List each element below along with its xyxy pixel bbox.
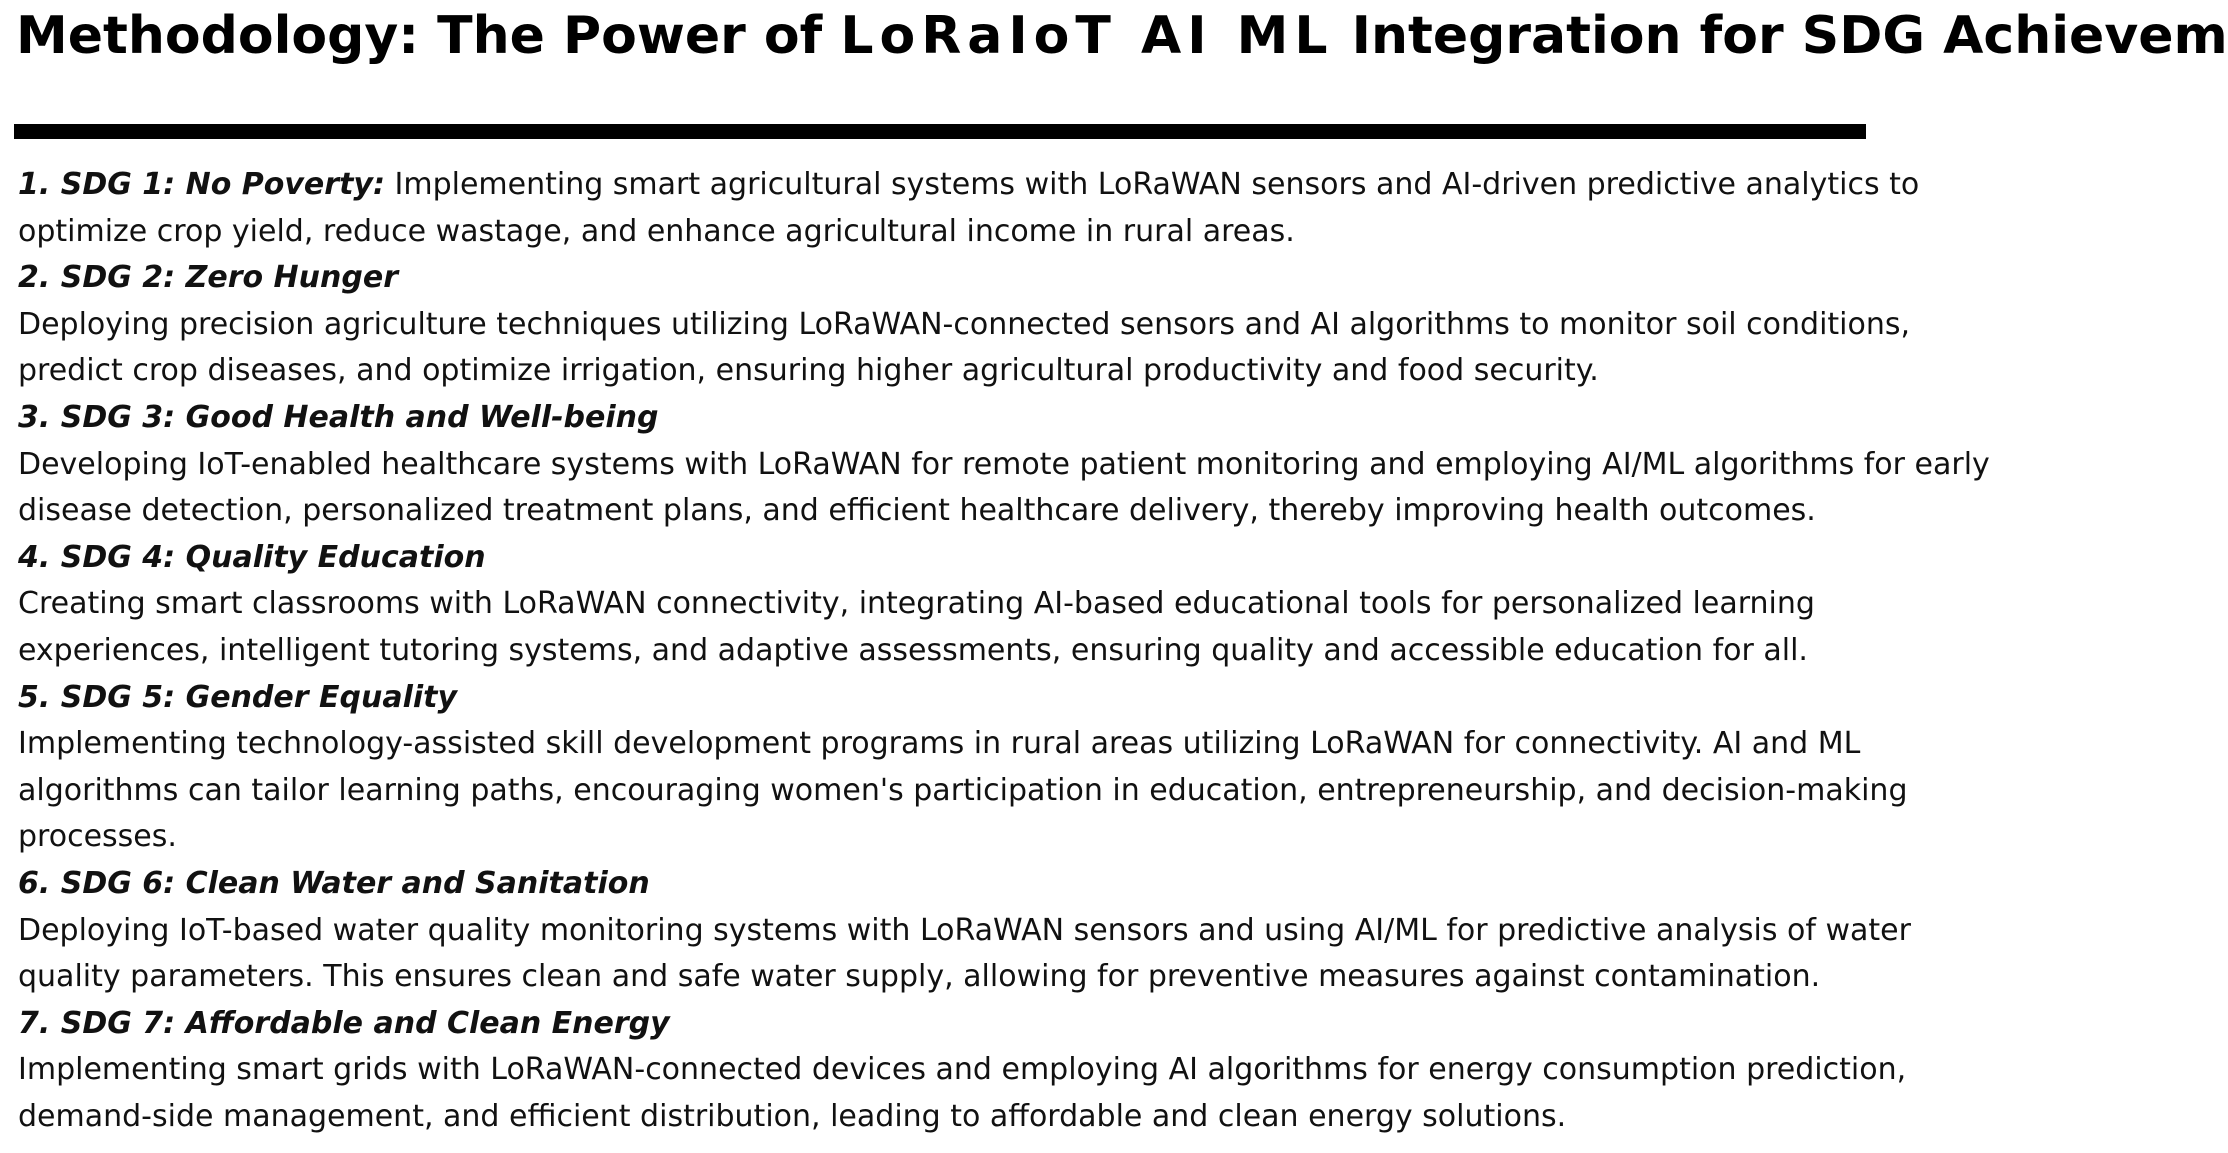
sdg-item-6-text: Deploying IoT-based water quality monitoring systems with LoRaWAN sensors and using AI/ML for predictive analysis of water quality parameters. This ensures clean and safe water supply, allowing for preventive measures against contamination. xyxy=(18,912,1911,995)
sdg-item-5-text: Implementing technology-assisted skill development programs in rural areas utilizing LoRaWAN for connectivity. AI and ML algorithms can tailor learning paths, encouraging women's participation in education, entrepreneurship, and decision-making processes. xyxy=(18,726,1908,855)
sdg-item-7-heading: 7. SDG 7: Affordable and Clean Energy xyxy=(18,1005,670,1041)
sdg-item-5 xyxy=(18,675,2008,861)
sdg-item-5-heading: 5. SDG 5: Gender Equality xyxy=(18,679,458,715)
sdg-item-3-text: Developing IoT-enabled healthcare systems with LoRaWAN for remote patient monitoring and employing AI/ML algorithms for early disease detection, personalized treatment plans, and efficient healthcare delivery, thereby improving health outcomes. xyxy=(18,446,1990,529)
title-part-2: LoRaIoT AI ML xyxy=(840,6,1334,66)
sdg-item-4-heading: 4. SDG 4: Quality Education xyxy=(18,539,486,575)
sdg-item-1 xyxy=(18,162,2008,255)
sdg-item-1-paragraph xyxy=(18,162,2008,255)
sdg-item-2 xyxy=(18,255,2008,395)
sdg-list xyxy=(18,162,2008,1140)
sdg-item-6 xyxy=(18,861,2008,1001)
sdg-item-2-text: Deploying precision agriculture techniques utilizing LoRaWAN-connected sensors and AI algorithms to monitor soil conditions, predict crop diseases, and optimize irrigation, ensuring higher agricultural productivity and food security. xyxy=(18,306,1911,389)
sdg-item-3-heading: 3. SDG 3: Good Health and Well-being xyxy=(18,399,659,435)
title-part-1: Methodology: The Power of xyxy=(16,6,841,66)
page-title xyxy=(16,2,2228,74)
title-divider xyxy=(14,124,1866,139)
sdg-item-3 xyxy=(18,395,2008,535)
sdg-item-2-heading: 2. SDG 2: Zero Hunger xyxy=(18,260,398,296)
title-part-3: Integration for SDG Achievem xyxy=(1333,6,2228,66)
sdg-item-7 xyxy=(18,1001,2008,1141)
sdg-item-7-text: Implementing smart grids with LoRaWAN-connected devices and employing AI algorithms for energy consumption prediction, demand-side management, and efficient distribution, leading to affordable and clean energy solutions. xyxy=(18,1052,1907,1134)
sdg-item-1-text: Implementing smart agricultural systems with LoRaWAN sensors and AI-driven predictive analytics to optimize crop yield, reduce wastage, and enhance agricultural income in rural areas. xyxy=(18,167,1920,249)
sdg-item-4-text: Creating smart classrooms with LoRaWAN connectivity, integrating AI-based educational tools for personalized learning experiences, intelligent tutoring systems, and adaptive assessments, ensuring quality and accessible education for all. xyxy=(18,586,1815,668)
sdg-item-6-heading: 6. SDG 6: Clean Water and Sanitation xyxy=(18,865,650,901)
sdg-item-1-heading: 1. SDG 1: No Poverty: xyxy=(18,167,385,202)
sdg-item-4 xyxy=(18,535,2008,675)
